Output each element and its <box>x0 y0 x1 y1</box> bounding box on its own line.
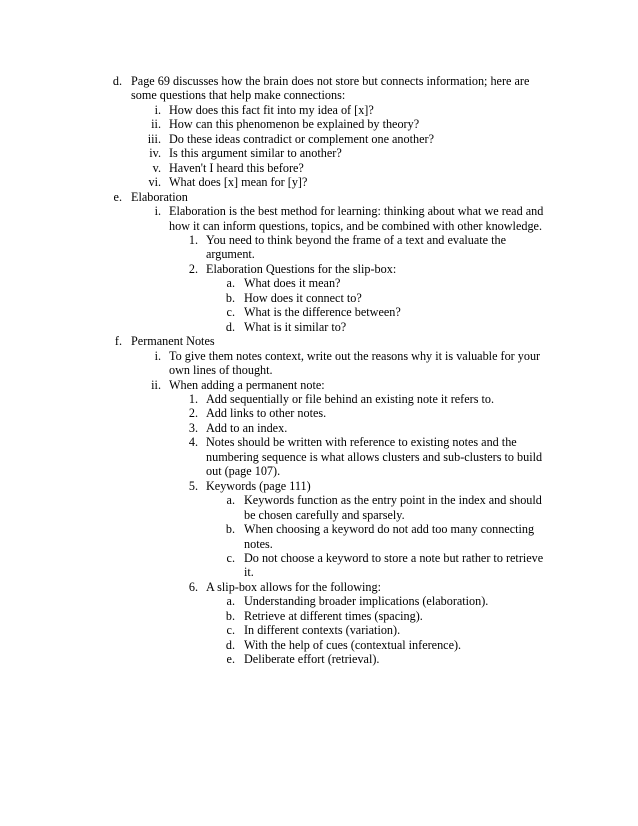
list-marker: 6. <box>188 579 198 594</box>
list-marker: d. <box>112 74 122 88</box>
outline-text-line: Is this argument similar to another? <box>169 146 342 161</box>
outline-item-level-4 <box>0 305 638 319</box>
outline-item-level-2 <box>0 378 638 392</box>
outline-text-line: What is the difference between? <box>244 305 401 320</box>
outline-text-line: Notes should be written with reference to existing notes and the <box>206 435 517 450</box>
outline-text-line: Add sequentially or file behind an existing note it refers to. <box>206 391 495 406</box>
outline-text-line: Keywords function as the entry point in the index and should <box>244 493 542 508</box>
outline-text-line: Add links to other notes. <box>206 406 327 421</box>
list-marker: e. <box>226 652 235 667</box>
outline-text-line: Keywords (page 111) <box>206 478 311 493</box>
outline-text-line: When adding a permanent note: <box>169 377 325 392</box>
outline-item-level-4 <box>0 609 638 623</box>
outline-text-line: Deliberate effort (retrieval). <box>244 652 380 667</box>
list-marker: c. <box>226 550 235 565</box>
outline-text-line: notes. <box>244 536 273 551</box>
outline-text-line: Add to an index. <box>206 420 288 435</box>
outline-text-line: With the help of cues (contextual inference). <box>244 637 462 652</box>
list-marker: 1. <box>188 391 198 406</box>
outline-text-line: When choosing a keyword do not add too many connecting <box>244 522 535 537</box>
outline-text-line: To give them notes context, write out the reasons why it is valuable for your <box>169 348 541 363</box>
list-marker: c. <box>226 305 235 320</box>
outline-item-level-2 <box>0 175 638 189</box>
outline-item-level-4 <box>0 638 638 652</box>
outline-text-line: What does it mean? <box>244 276 341 291</box>
outline-item-level-3 <box>0 421 638 435</box>
outline-item-level-2 <box>0 204 638 233</box>
outline-text-line: own lines of thought. <box>169 363 273 378</box>
outline-item-level-3 <box>0 262 638 276</box>
outline-text-line: Elaboration is the best method for learning: thinking about what we read and <box>169 204 544 219</box>
outline-text-line: some questions that help make connections: <box>131 88 346 103</box>
outline-text-line: How can this phenomenon be explained by theory? <box>169 117 420 132</box>
list-marker: f. <box>114 334 122 349</box>
list-marker: i. <box>154 204 161 219</box>
list-marker: b. <box>225 290 235 305</box>
outline-item-level-4 <box>0 594 638 608</box>
list-marker: a. <box>226 594 235 609</box>
list-marker: ii. <box>151 377 161 392</box>
outline-text-line: Page 69 discusses how the brain does not store but connects information; here are <box>131 74 530 88</box>
outline-item-level-4 <box>0 493 638 522</box>
outline-item-level-3 <box>0 580 638 594</box>
outline-item-level-3 <box>0 479 638 493</box>
outline-item-level-1 <box>0 74 638 103</box>
list-marker: i. <box>154 102 161 117</box>
list-marker: 2. <box>188 261 198 276</box>
list-marker: b. <box>225 608 235 623</box>
outline-text-line: In different contexts (variation). <box>244 623 401 638</box>
outline-item-level-3 <box>0 406 638 420</box>
outline-text-line: How does it connect to? <box>244 290 362 305</box>
outline-item-level-4 <box>0 623 638 637</box>
outline-item-level-4 <box>0 291 638 305</box>
outline-text-line: be chosen carefully and sparsely. <box>244 507 405 522</box>
list-marker: ii. <box>151 117 161 132</box>
list-marker: d. <box>225 637 235 652</box>
list-marker: b. <box>225 522 235 537</box>
outline-text-line: how it can inform questions, topics, and be combined with other knowledge. <box>169 218 542 233</box>
outline-item-level-4 <box>0 522 638 551</box>
outline-item-level-2 <box>0 132 638 146</box>
outline-item-level-2 <box>0 117 638 131</box>
outline-text-line: Elaboration <box>131 189 188 204</box>
list-marker: 3. <box>188 420 198 435</box>
outline-item-level-4 <box>0 320 638 334</box>
outline-item-level-4 <box>0 652 638 666</box>
outline-item-level-3 <box>0 392 638 406</box>
outline-text-line: numbering sequence is what allows clusters and sub-clusters to build <box>206 449 543 464</box>
outline-text-line: it. <box>244 565 254 580</box>
list-marker: 2. <box>188 406 198 421</box>
outline-text-line: What does [x] mean for [y]? <box>169 175 308 190</box>
list-marker: 5. <box>188 478 198 493</box>
outline-item-level-2 <box>0 161 638 175</box>
outline-item-level-3 <box>0 435 638 478</box>
outline-text-line: Understanding broader implications (elaboration). <box>244 594 489 609</box>
list-marker: 1. <box>188 232 198 247</box>
list-marker: i. <box>154 348 161 363</box>
list-marker: iii. <box>147 131 161 146</box>
outline-text-line: Retrieve at different times (spacing). <box>244 608 423 623</box>
outline-item-level-4 <box>0 551 638 580</box>
outline-text-line: Haven't I heard this before? <box>169 160 304 175</box>
outline-text-line: Permanent Notes <box>131 334 215 349</box>
outline-item-level-3 <box>0 233 638 262</box>
outline-item-level-1 <box>0 334 638 348</box>
list-marker: a. <box>226 276 235 291</box>
list-marker: vi. <box>148 175 161 190</box>
document-page <box>0 74 638 667</box>
list-marker: c. <box>226 623 235 638</box>
outline-text-line: Do not choose a keyword to store a note but rather to retrieve <box>244 550 544 565</box>
outline-text-line: argument. <box>206 247 255 262</box>
outline-text-line: How does this fact fit into my idea of [x]? <box>169 102 374 117</box>
outline-text-line: A slip-box allows for the following: <box>206 579 382 594</box>
outline-text-line: Do these ideas contradict or complement one another? <box>169 131 434 146</box>
outline-item-level-2 <box>0 349 638 378</box>
outline-item-level-4 <box>0 276 638 290</box>
outline-item-level-1 <box>0 190 638 204</box>
list-marker: v. <box>152 160 161 175</box>
outline-text-line: You need to think beyond the frame of a text and evaluate the <box>206 232 506 247</box>
outline-text-line: Elaboration Questions for the slip-box: <box>206 261 397 276</box>
outline-item-level-2 <box>0 146 638 160</box>
list-marker: d. <box>225 319 235 334</box>
list-marker: iv. <box>149 146 161 161</box>
list-marker: e. <box>113 189 122 204</box>
outline-text-line: out (page 107). <box>206 464 281 479</box>
outline-text-line: What is it similar to? <box>244 319 347 334</box>
list-marker: a. <box>226 493 235 508</box>
outline-item-level-2 <box>0 103 638 117</box>
list-marker: 4. <box>188 435 198 450</box>
